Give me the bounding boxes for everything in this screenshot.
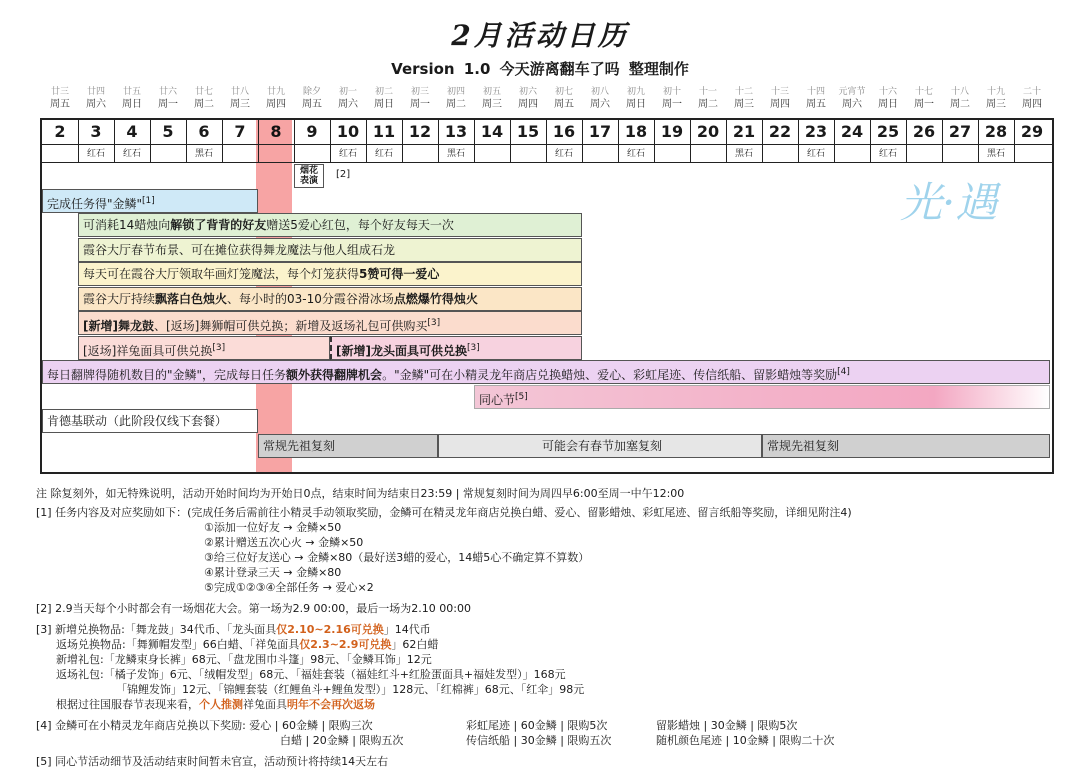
- lunar-date: 十三: [770, 87, 789, 97]
- weekday-label: 周四: [266, 99, 286, 110]
- day-number: 2: [54, 122, 66, 141]
- lunar-date: 十八: [950, 87, 969, 97]
- weekday-label: 周六: [86, 99, 106, 110]
- lunar-date: 十九: [986, 87, 1005, 97]
- day-number: 4: [126, 122, 138, 141]
- weekday-label: 周六: [590, 99, 610, 110]
- weekday-label: 周六: [338, 99, 358, 110]
- note-3-window: 仅2.3~2.9可兑换: [299, 638, 392, 651]
- event-daily-flip: 每日翻牌得随机数目的"金鳞"，完成每日任务额外获得翻牌机会。"金鳞"可在小精灵龙年商店兑换蜡烛、爱心、彩虹尾迹、传信纸船、留影蜡烛等奖励[4]: [42, 360, 1050, 384]
- weekday-label: 周日: [374, 99, 394, 110]
- weekday-label: 周二: [194, 99, 214, 110]
- lunar-date: 十一: [698, 87, 717, 97]
- lunar-date: 廿五: [122, 87, 141, 97]
- lunar-date: 初一: [338, 87, 357, 97]
- weekday-label: 周一: [410, 99, 430, 110]
- event-friend-gift: 可消耗14蜡烛向解锁了背背的好友赠送5爱心红包，每个好友每天一次: [78, 213, 582, 237]
- day-number: 28: [984, 122, 1008, 141]
- event-candle-fire: 霞谷大厅持续飘落白色烛火、每小时的03-10分霞谷滑冰场点燃爆竹得烛火: [78, 287, 582, 311]
- weekday-label: 周四: [518, 99, 538, 110]
- note-3-return-packs-2: 「锦鲤发饰」12元、「锦鲤套装（红鲤鱼斗+鲤鱼发型）」128元、「红棉裤」68元、「红伞」98元: [116, 683, 585, 696]
- day-number: 5: [162, 122, 174, 141]
- calendar-grid: [40, 86, 1054, 476]
- lunar-date: 初二: [374, 87, 393, 97]
- day-number: 13: [444, 122, 468, 141]
- lunar-date: 元宵节: [838, 87, 866, 97]
- event-rabbit-mask: [返场]祥兔面具可供兑换[3]: [78, 336, 330, 360]
- note-1-item: ②累计赠送五次心火 → 金鳞×50: [204, 536, 364, 549]
- weekday-label: 周一: [914, 99, 934, 110]
- event-ancestor-1: 常规先祖复刻: [258, 434, 438, 458]
- note-2: [2] 2.9当天每个小时都会有一场烟花大会。第一场为2.9 00:00，最后一场为2.10 00:00: [36, 602, 471, 615]
- stone-label: 红石: [554, 149, 573, 159]
- lunar-date: 廿七: [194, 87, 213, 97]
- note-1-item: ④累计登录三天 → 金鳞×80: [204, 566, 342, 579]
- event-spring-decor: 霞谷大厅春节布景、可在摊位获得舞龙魔法与他人组成石龙: [78, 238, 582, 262]
- weekday-label: 周四: [1022, 99, 1042, 110]
- weekday-label: 周日: [626, 99, 646, 110]
- lunar-date: 初六: [518, 87, 537, 97]
- weekday-label: 周一: [158, 99, 178, 110]
- lunar-date: 十七: [914, 87, 933, 97]
- note-3-guess: 根据过往国服春节表现来看，个人推测祥兔面具明年不会再次返场: [56, 698, 375, 711]
- stone-label: 黑石: [194, 149, 213, 159]
- lunar-date: 十二: [734, 87, 753, 97]
- stone-label: 红石: [626, 149, 645, 159]
- note-1-item: ⑤完成①②③④全部任务 → 爱心×2: [204, 581, 374, 594]
- weekday-label: 周五: [50, 99, 70, 110]
- lunar-date: 初九: [626, 87, 645, 97]
- weekday-label: 周日: [122, 99, 142, 110]
- day-number: 23: [804, 122, 828, 141]
- grid-line: [40, 162, 1054, 163]
- day-number: 9: [306, 122, 318, 141]
- lunar-date: 廿九: [266, 87, 285, 97]
- day-number: 29: [1020, 122, 1044, 141]
- stone-label: 红石: [338, 149, 357, 159]
- lunar-date: 初三: [410, 87, 429, 97]
- footnotes: [36, 486, 1056, 769]
- grid-line: [40, 144, 1054, 145]
- lunar-date: 廿六: [158, 87, 177, 97]
- stone-label: 黑石: [734, 149, 753, 159]
- weekday-label: 周三: [230, 99, 250, 110]
- day-number: 6: [198, 122, 210, 141]
- weekday-label: 周二: [950, 99, 970, 110]
- day-number: 17: [588, 122, 612, 141]
- stone-label: 红石: [374, 149, 393, 159]
- weekday-label: 周二: [446, 99, 466, 110]
- event-task-scales: 完成任务得"金鳞"[1]: [42, 189, 258, 213]
- day-number: 24: [840, 122, 864, 141]
- lunar-date: 除夕: [302, 87, 321, 97]
- weekday-label: 周五: [554, 99, 574, 110]
- weekday-label: 周三: [482, 99, 502, 110]
- event-fireworks-ref: [2]: [336, 169, 351, 180]
- day-number: 7: [234, 122, 246, 141]
- note-1-head: [1] 任务内容及对应奖励如下：(完成任务后需前往小精灵手动领取奖励，金鳞可在精灵龙年商店兑换白蜡、爱心、留影蜡烛、彩虹尾迹、留言纸船等奖励，详细见附注4): [36, 506, 852, 519]
- weekday-label: 周三: [734, 99, 754, 110]
- day-number: 3: [90, 122, 102, 141]
- note-5: [5] 同心节活动细节及活动结束时间暂未官宣，活动预计将持续14天左右: [36, 755, 389, 768]
- note-3-return-packs: 返场礼包:「橘子发饰」6元、「绒帽发型」68元、「福娃套装（福娃红斗+红脸蛋面具+福娃发型）」168元: [56, 668, 566, 681]
- weekday-label: 周三: [986, 99, 1006, 110]
- note-3-window: 仅2.10~2.16可兑换: [276, 623, 384, 636]
- weekday-label: 周二: [698, 99, 718, 110]
- day-number: 26: [912, 122, 936, 141]
- day-number: 11: [372, 122, 396, 141]
- weekday-label: 周五: [302, 99, 322, 110]
- stone-label: 红石: [878, 149, 897, 159]
- event-ancestor-2: 常规先祖复刻: [762, 434, 1050, 458]
- lunar-date: 十六: [878, 87, 897, 97]
- stone-label: 红石: [806, 149, 825, 159]
- lunar-date: 二十: [1022, 87, 1041, 97]
- event-kfc: 肯德基联动（此阶段仅线下套餐）: [42, 409, 258, 433]
- weekday-label: 周日: [878, 99, 898, 110]
- day-number: 10: [336, 122, 360, 141]
- note-3-new-items: [3] 新增兑换物品:「舞龙鼓」34代币、「龙头面具仅2.10~2.16可兑换」14代币: [36, 623, 431, 636]
- note-3-new-packs: 新增礼包:「龙鳞束身长裤」68元、「盘龙围巾斗篷」98元、「金鳞耳饰」12元: [56, 653, 432, 666]
- day-number: 19: [660, 122, 684, 141]
- lunar-date: 初四: [446, 87, 465, 97]
- note-4-shop: [4] 金鳞可在小精灵龙年商店兑换以下奖励: 爱心 | 60金鳞 | 限购三次 白蜡 | 20金鳞 | 限购五次 彩虹尾迹 | 60金鳞 | 限购5次 传信纸船 | 30金鳞 | 限购五次 留影蜡烛 | 30金鳞 | 限购5次 随机颜色尾迹 | 10金鳞 | 限购二十次: [36, 719, 835, 747]
- day-number: 22: [768, 122, 792, 141]
- note-1-item: ①添加一位好友 → 金鳞×50: [204, 521, 342, 534]
- day-number: 15: [516, 122, 540, 141]
- day-number: 27: [948, 122, 972, 141]
- note-3-return-items: 返场兑换物品:「舞狮帽发型」66白蜡、「祥兔面具仅2.3~2.9可兑换」62白蜡: [56, 638, 439, 651]
- note-general: 注 除复刻外，如无特殊说明，活动开始时间均为开始日0点，结束时间为结束日23:59 | 常规复刻时间为周四早6:00至周一中午12:00: [36, 487, 685, 500]
- day-number: 18: [624, 122, 648, 141]
- weekday-label: 周一: [662, 99, 682, 110]
- weekday-label: 周五: [806, 99, 826, 110]
- weekday-label: 周四: [770, 99, 790, 110]
- event-tongxin: 同心节[5]: [474, 385, 1050, 409]
- page-subtitle: Version 1.0 今天游离翻车了吗 整理制作: [391, 60, 689, 78]
- note-1-item: ③给三位好友送心 → 金鳞×80（最好送3蜡的爱心，14蜡5心不确定算不算数）: [204, 551, 590, 564]
- grid-line: [40, 118, 1054, 119]
- event-dragon-drum: [新增]舞龙鼓、[返场]舞狮帽可供兑换；新增及返场礼包可供购买[3]: [78, 311, 582, 335]
- day-number: 21: [732, 122, 756, 141]
- lunar-date: 初五: [482, 87, 501, 97]
- event-lantern: 每天可在霞谷大厅领取年画灯笼魔法，每个灯笼获得5赞可得一爱心: [78, 262, 582, 286]
- lunar-date: 廿三: [50, 87, 69, 97]
- lunar-date: 廿四: [86, 87, 105, 97]
- day-number: 8: [270, 122, 282, 141]
- lunar-date: 初七: [554, 87, 573, 97]
- stone-label: 黑石: [986, 149, 1005, 159]
- lunar-date: 廿八: [230, 87, 249, 97]
- day-number: 12: [408, 122, 432, 141]
- event-dragon-mask: [新增]龙头面具可供兑换[3]: [330, 336, 582, 360]
- lunar-date: 十四: [806, 87, 825, 97]
- page-title: 2月活动日历: [451, 19, 629, 52]
- day-number: 20: [696, 122, 720, 141]
- stone-label: 红石: [122, 149, 141, 159]
- event-fireworks: 烟花表演: [294, 164, 324, 188]
- stone-label: 黑石: [446, 149, 465, 159]
- stone-label: 红石: [86, 149, 105, 159]
- lunar-date: 初十: [662, 87, 681, 97]
- event-ancestor-spring: 可能会有春节加塞复刻: [438, 434, 762, 458]
- weekday-label: 周六: [842, 99, 862, 110]
- day-number: 14: [480, 122, 504, 141]
- day-number: 16: [552, 122, 576, 141]
- lunar-date: 初八: [590, 87, 609, 97]
- game-logo-watermark: 光·遇: [900, 178, 998, 227]
- day-number: 25: [876, 122, 900, 141]
